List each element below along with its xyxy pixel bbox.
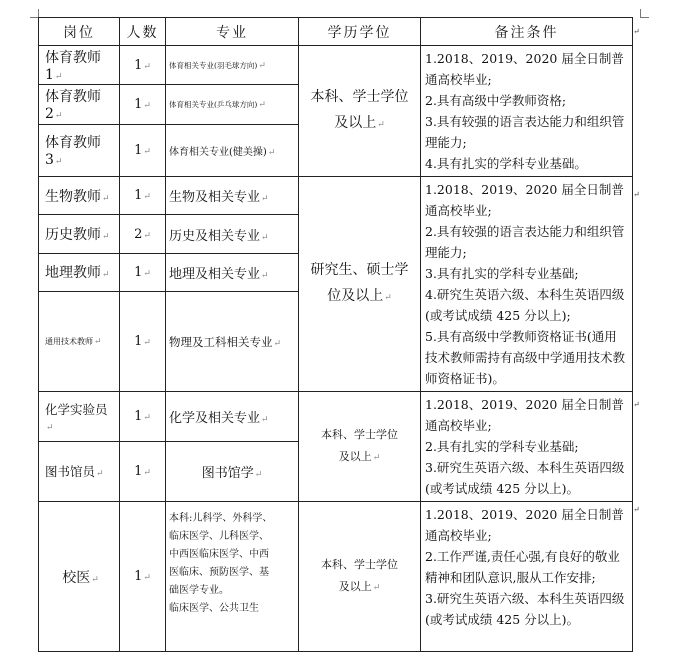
count-cell: 1↵ bbox=[120, 177, 166, 215]
count-cell: 1↵ bbox=[120, 85, 166, 124]
count-cell: 1↵ bbox=[120, 392, 166, 442]
position-cell: 生物教师↵ bbox=[39, 177, 120, 215]
major-cell: 本科:儿科学、外科学、 临床医学、儿科医学、 中西医临床医学、中西 医临床、预防医学、基 础医学专业。 临床医学、公共卫生 bbox=[166, 502, 299, 652]
position-cell: 通用技术教师↵ bbox=[39, 292, 120, 392]
header-degree: 学历学位 bbox=[299, 18, 421, 46]
count-cell: 2↵ bbox=[120, 215, 166, 253]
position-cell: 体育教师3↵ bbox=[39, 124, 120, 176]
major-cell: 物理及工科相关专业↵ bbox=[166, 292, 299, 392]
position-cell: 历史教师↵ bbox=[39, 215, 120, 253]
paragraph-mark: ↵ bbox=[633, 505, 640, 514]
position-cell: 校医↵ bbox=[39, 502, 120, 652]
major-cell: 历史及相关专业↵ bbox=[166, 215, 299, 253]
major-cell: 图书馆学↵ bbox=[166, 441, 299, 501]
major-cell: 体育相关专业(羽毛球方向)↵ bbox=[166, 46, 299, 85]
remarks-cell: 1.2018、2019、2020 届全日制普通高校毕业; 2.具有高级中学教师资格; 3.具有较强的语言表达能力和组织管理能力; 4.具有扎实的学科专业基础。 bbox=[421, 46, 633, 177]
degree-cell: 本科、学士学位 及以上↵ bbox=[299, 502, 421, 652]
corner-mark-top-right bbox=[640, 9, 649, 18]
recruitment-table bbox=[38, 17, 633, 652]
count-cell: 1↵ bbox=[120, 292, 166, 392]
paragraph-mark: ↵ bbox=[633, 27, 640, 36]
header-remarks: 备注条件 bbox=[421, 18, 633, 46]
count-cell: 1↵ bbox=[120, 46, 166, 85]
major-cell: 体育相关专业(健美操)↵ bbox=[166, 124, 299, 176]
position-cell: 地理教师↵ bbox=[39, 253, 120, 291]
header-position: 岗位 bbox=[39, 18, 120, 46]
count-cell: 1↵ bbox=[120, 441, 166, 501]
position-cell: 体育教师2↵ bbox=[39, 85, 120, 124]
header-row bbox=[39, 18, 633, 46]
position-cell: 体育教师1↵ bbox=[39, 46, 120, 85]
remarks-cell: 1.2018、2019、2020 届全日制普通高校毕业; 2.具有扎实的学科专业基础; 3.研究生英语六级、本科生英语四级(或考试成绩 425 分以上)。 bbox=[421, 392, 633, 502]
header-major: 专业 bbox=[166, 18, 299, 46]
paragraph-mark: ↵ bbox=[633, 400, 640, 409]
position-cell: 化学实验员↵ bbox=[39, 392, 120, 442]
major-cell: 地理及相关专业↵ bbox=[166, 253, 299, 291]
recruitment-table-sheet bbox=[38, 17, 632, 642]
table-row bbox=[39, 392, 633, 442]
count-cell: 1↵ bbox=[120, 253, 166, 291]
table-row bbox=[39, 177, 633, 215]
remarks-cell: 1.2018、2019、2020 届全日制普通高校毕业; 2.具有较强的语言表达能力和组织管理能力; 3.具有扎实的学科专业基础; 4.研究生英语六级、本科生英语四级(或考试成绩 425 分以上); 5.具有高级中学教师资格证书(通用技术教师需持有高级中学通用技术教师资格证书)。 bbox=[421, 177, 633, 392]
degree-cell: 本科、学士学位 及以上↵ bbox=[299, 392, 421, 502]
major-cell: 体育相关专业(乒乓球方向)↵ bbox=[166, 85, 299, 124]
count-cell: 1↵ bbox=[120, 502, 166, 652]
table-row bbox=[39, 502, 633, 652]
count-cell: 1↵ bbox=[120, 124, 166, 176]
remarks-cell: 1.2018、2019、2020 届全日制普通高校毕业; 2.工作严谨,责任心强,有良好的敬业精神和团队意识,服从工作安排; 3.研究生英语六级、本科生英语四级(或考试成绩 425 分以上)。 bbox=[421, 502, 633, 652]
degree-cell: 研究生、硕士学 位及以上↵ bbox=[299, 177, 421, 392]
position-cell: 图书馆员↵ bbox=[39, 441, 120, 501]
paragraph-mark: ↵ bbox=[633, 190, 640, 199]
header-count: 人数 bbox=[120, 18, 166, 46]
table-row bbox=[39, 46, 633, 85]
degree-cell: 本科、学士学位 及以上↵ bbox=[299, 46, 421, 177]
major-cell: 生物及相关专业↵ bbox=[166, 177, 299, 215]
major-cell: 化学及相关专业↵ bbox=[166, 392, 299, 442]
